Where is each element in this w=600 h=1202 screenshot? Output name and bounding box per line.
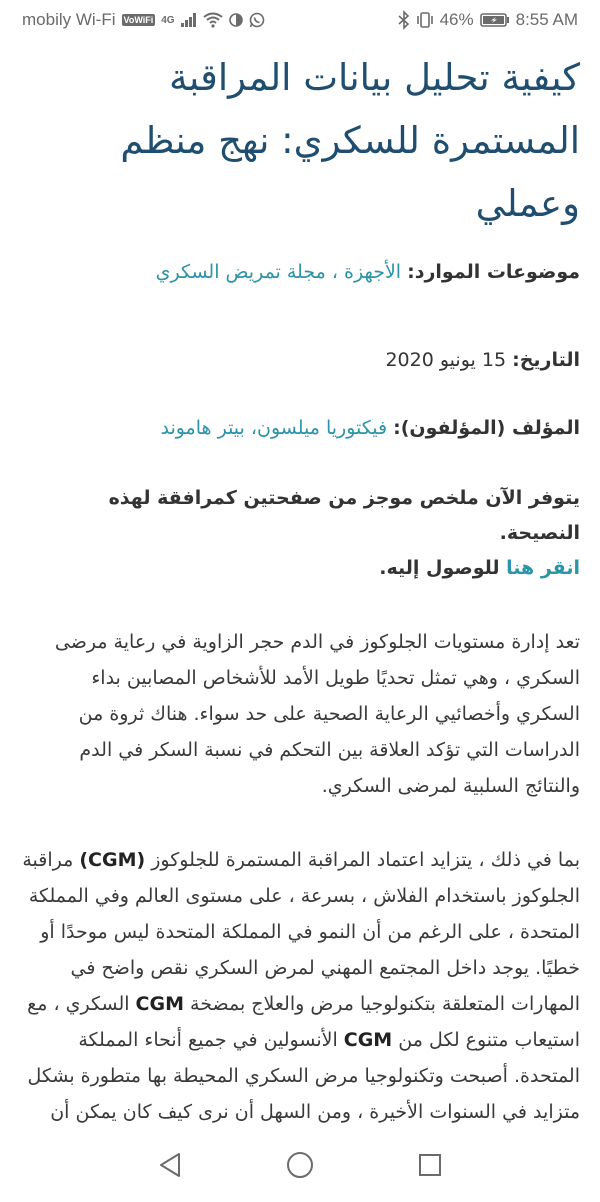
- wifi-icon: [203, 12, 223, 28]
- clock: 8:55 AM: [515, 10, 578, 29]
- paragraph-1: تعد إدارة مستويات الجلوكوز في الدم حجر الزاوية في رعاية مرضى السكري ، وهي تمثل تحديًا طويل الأمد للأشخاص المصابين بداء السكري وأخصائيي الرعاية الصحية على حد سواء. هناك ثروة من الدراسات التي تؤكد العلاقة بين التحكم في نسبة السكر في الدم والنتائج السلبية لمرضى السكري.: [54, 631, 580, 797]
- vowifi-badge: VoWiFi: [123, 15, 154, 25]
- status-right: [398, 10, 578, 30]
- authors-label: المؤلف (المؤلفون):: [393, 417, 580, 439]
- date-label: التاريخ:: [512, 349, 580, 371]
- para-2-part-b: مراقبة الجلوكوز باستخدام الفلاش ، بسرعة ، على مستوى العالم وفي المملكة المتحدة ، على الرغم من أن النمو في المملكة المتحدة ليس موحدًا أو خطيًا. يوجد داخل المجتمع المهني لمرض السكري نقص واضح في المهارات المتعلقة بتكنولوجيا مرض والعلاج بمضخة: [22, 849, 580, 1015]
- summary-click-here-link[interactable]: انقر هنا: [506, 557, 580, 579]
- status-left: [22, 10, 265, 30]
- battery-percent: 46%: [439, 10, 474, 29]
- topic-link-devices[interactable]: الأجهزة: [344, 261, 402, 283]
- home-icon[interactable]: [280, 1145, 320, 1185]
- summary-text: يتوفر الآن ملخص موجز من صفحتين كمرافقة لهذه النصيحة.: [108, 487, 580, 544]
- topics-label: موضوعات الموارد:: [407, 261, 580, 283]
- bluetooth-icon: [398, 11, 410, 29]
- cgm-term: CGM: [343, 1029, 393, 1051]
- authors-separator: ،: [244, 417, 257, 439]
- vibrate-icon: [416, 12, 434, 28]
- system-nav-bar: [0, 1130, 600, 1200]
- whatsapp-icon: [249, 12, 265, 28]
- status-bar: [0, 0, 600, 40]
- cgm-term: (CGM): [79, 849, 146, 871]
- article-title: كيفية تحليل بيانات المراقبة المستمرة للسكري: نهج منظم وعملي: [120, 56, 580, 225]
- para-2-part-a: بما في ذلك ، يتزايد اعتماد المراقبة المستمرة للجلوكوز: [145, 849, 580, 871]
- summary-notice: [22, 481, 580, 586]
- carrier-label: mobily Wi-Fi: [22, 10, 116, 29]
- topic-link-journal[interactable]: مجلة تمريض السكري: [155, 261, 326, 283]
- author-link-2[interactable]: بيتر هاموند: [160, 417, 245, 439]
- article-content: [0, 40, 600, 1130]
- data-saver-icon: [229, 13, 243, 27]
- summary-tail: للوصول إليه.: [379, 557, 507, 579]
- article-date: [22, 345, 580, 375]
- topics-separator: ،: [325, 261, 345, 283]
- signal-icon: [181, 13, 197, 27]
- recents-icon[interactable]: [410, 1145, 450, 1185]
- cgm-term: CGM: [135, 993, 184, 1015]
- para-2-part-c: السكري ، مع استيعاب متنوع لكل من: [27, 993, 580, 1051]
- battery-icon: [480, 12, 510, 28]
- network-type: 4G: [161, 14, 175, 26]
- author-link-1[interactable]: فيكتوريا ميلسون: [257, 417, 388, 439]
- para-2-part-d: الأنسولين في جميع أنحاء المملكة المتحدة. أصبحت وتكنولوجيا مرض السكري المحيطة بها متطورة بشكل متزايد في السنوات الأخيرة ، ومن السهل أن نرى كيف كان يمكن أن: [27, 1029, 580, 1123]
- article-authors: [22, 413, 580, 443]
- back-icon[interactable]: [150, 1145, 190, 1185]
- resource-topics: [22, 257, 580, 287]
- date-value: 15 يونيو 2020: [385, 349, 507, 371]
